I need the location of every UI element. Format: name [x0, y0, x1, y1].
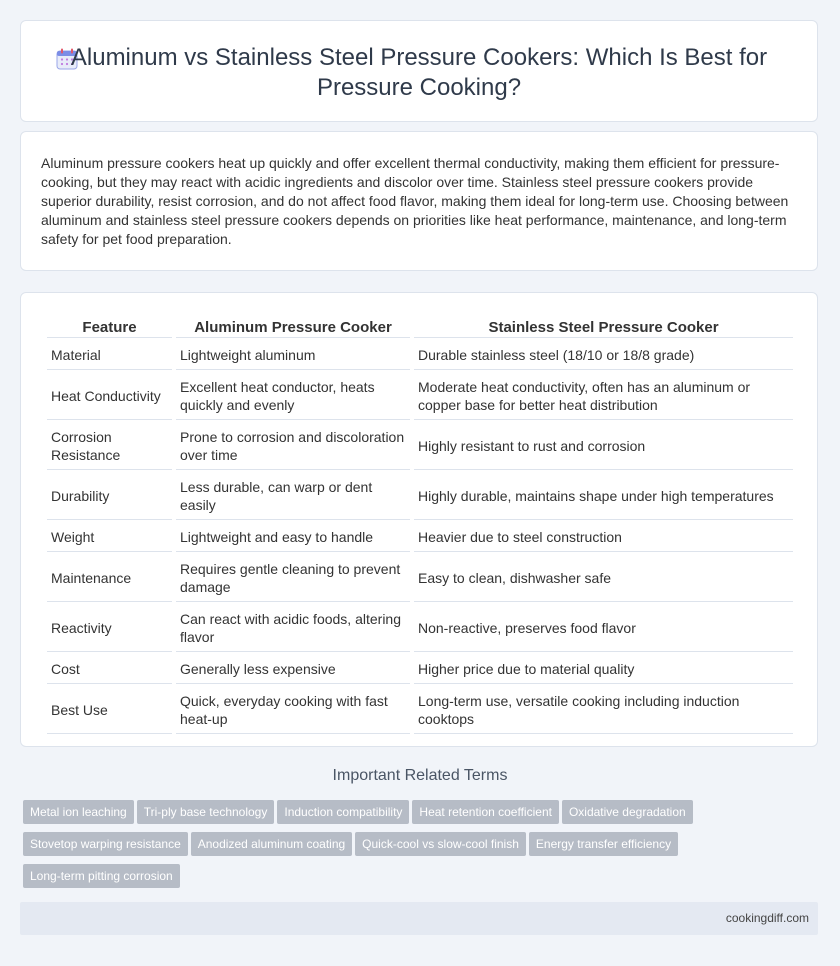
intro-paragraph: Aluminum pressure cookers heat up quickly and offer excellent thermal conductivity, making them efficient for pressure-cooking, but they may react with acidic ingredients and discolor over time. Stainless steel pressure cookers provide superior durability, resist corrosion, and do not affect food flavor, making them ideal for long-term use. Choosing between aluminum and stainless steel pressure cookers depends on priorities like heat performance, maintenance, and long-term safety for pet food preparation. — [41, 155, 789, 247]
table-row — [47, 522, 793, 552]
cell-stainless: Heavier due to steel construction — [414, 522, 793, 552]
cell-aluminum: Prone to corrosion and discoloration over time — [176, 422, 410, 470]
footer — [20, 902, 818, 935]
table-row — [47, 472, 793, 520]
term-tag[interactable]: Anodized aluminum coating — [191, 832, 352, 856]
cell-feature: Material — [47, 340, 172, 370]
page-title: Aluminum vs Stainless Steel Pressure Cookers: Which Is Best for Pressure Cooking? — [70, 44, 768, 101]
cell-feature: Maintenance — [47, 554, 172, 602]
term-tag[interactable]: Long-term pitting corrosion — [23, 864, 180, 888]
intro-card — [20, 131, 818, 271]
table-row — [47, 340, 793, 370]
cell-aluminum: Requires gentle cleaning to prevent damage — [176, 554, 410, 602]
cell-feature: Heat Conductivity — [47, 372, 172, 420]
cell-feature: Corrosion Resistance — [47, 422, 172, 470]
table-row — [47, 604, 793, 652]
footer-site-link[interactable]: cookingdiff.com — [725, 911, 809, 925]
term-tag[interactable]: Metal ion leaching — [23, 800, 134, 824]
term-tag[interactable]: Induction compatibility — [277, 800, 409, 824]
cell-feature: Best Use — [47, 686, 172, 734]
comparison-table-card — [20, 292, 818, 747]
term-tag[interactable]: Energy transfer efficiency — [529, 832, 678, 856]
term-tag[interactable]: Stovetop warping resistance — [23, 832, 188, 856]
table-row — [47, 686, 793, 734]
header-aluminum: Aluminum Pressure Cooker — [176, 318, 410, 338]
term-tag[interactable]: Tri-ply base technology — [137, 800, 275, 824]
table-header-row — [47, 318, 793, 338]
cell-stainless: Highly resistant to rust and corrosion — [414, 422, 793, 470]
cell-aluminum: Lightweight and easy to handle — [176, 522, 410, 552]
term-tag[interactable]: Heat retention coefficient — [412, 800, 559, 824]
cell-aluminum: Lightweight aluminum — [176, 340, 410, 370]
table-row — [47, 422, 793, 470]
header-feature: Feature — [47, 318, 172, 338]
cell-aluminum: Less durable, can warp or dent easily — [176, 472, 410, 520]
cell-stainless: Moderate heat conductivity, often has an aluminum or copper base for better heat distribution — [414, 372, 793, 420]
table-row — [47, 654, 793, 684]
related-terms-heading: Important Related Terms — [332, 767, 508, 784]
cell-stainless: Non-reactive, preserves food flavor — [414, 604, 793, 652]
term-tag[interactable]: Oxidative degradation — [562, 800, 693, 824]
cell-stainless: Durable stainless steel (18/10 or 18/8 grade) — [414, 340, 793, 370]
cell-aluminum: Quick, everyday cooking with fast heat-up — [176, 686, 410, 734]
cell-aluminum: Generally less expensive — [176, 654, 410, 684]
cell-stainless: Highly durable, maintains shape under high temperatures — [414, 472, 793, 520]
cell-feature: Reactivity — [47, 604, 172, 652]
comparison-table — [43, 316, 797, 736]
cell-stainless: Long-term use, versatile cooking including induction cooktops — [414, 686, 793, 734]
cell-aluminum: Excellent heat conductor, heats quickly and evenly — [176, 372, 410, 420]
cell-feature: Cost — [47, 654, 172, 684]
term-tag[interactable]: Quick-cool vs slow-cool finish — [355, 832, 526, 856]
cell-stainless: Higher price due to material quality — [414, 654, 793, 684]
title-card — [20, 20, 818, 122]
header-stainless: Stainless Steel Pressure Cooker — [414, 318, 793, 338]
cell-feature: Weight — [47, 522, 172, 552]
related-terms-list — [23, 800, 813, 896]
table-row — [47, 554, 793, 602]
cell-aluminum: Can react with acidic foods, altering flavor — [176, 604, 410, 652]
cell-stainless: Easy to clean, dishwasher safe — [414, 554, 793, 602]
cell-feature: Durability — [47, 472, 172, 520]
table-row — [47, 372, 793, 420]
